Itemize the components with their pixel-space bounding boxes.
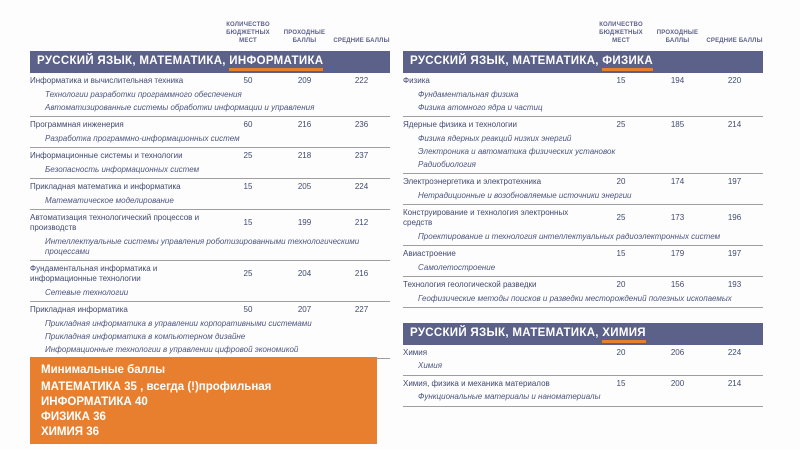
program-row bbox=[30, 149, 390, 163]
profile-name: Радиобиология bbox=[418, 159, 476, 169]
program-group bbox=[403, 117, 763, 174]
budget-places-value: 15 bbox=[616, 76, 626, 86]
section-header-prefix: РУССКИЙ ЯЗЫК, МАТЕМАТИКА, bbox=[37, 55, 230, 68]
program-name: Прикладная математика и информатика bbox=[30, 182, 181, 192]
profile-name: Физика ядерных реакций низких энергий bbox=[418, 133, 572, 143]
program-row bbox=[403, 377, 763, 391]
passing-score-value: 174 bbox=[670, 177, 685, 187]
profile-name: Геофизические методы поисков и разведки месторождений полезных ископаемых bbox=[418, 293, 732, 303]
program-name: Химия, физика и механика материалов bbox=[403, 378, 550, 388]
passing-score-value: 200 bbox=[670, 378, 685, 388]
program-group bbox=[403, 345, 763, 376]
budget-places-value: 25 bbox=[243, 151, 253, 161]
average-score-value: 216 bbox=[354, 269, 369, 279]
budget-places-value: 15 bbox=[243, 182, 253, 192]
profiles-list bbox=[403, 88, 763, 114]
program-group bbox=[403, 205, 763, 246]
budget-places-value: 25 bbox=[243, 269, 253, 279]
program-name: Информатика и вычислительная техника bbox=[30, 76, 184, 86]
passing-score-value: 206 bbox=[670, 347, 685, 357]
profiles-list bbox=[403, 391, 763, 404]
program-name: Физика bbox=[403, 76, 430, 86]
program-group bbox=[30, 117, 390, 148]
budget-places-value: 25 bbox=[616, 120, 626, 130]
profiles-list bbox=[403, 261, 763, 274]
program-row bbox=[403, 247, 763, 261]
program-name: Программная инженерия bbox=[30, 120, 124, 130]
column-header-average: СРЕДНИЕ БАЛЛЫ bbox=[706, 37, 763, 44]
passing-score-value: 173 bbox=[670, 213, 685, 223]
program-row bbox=[403, 278, 763, 292]
section-header-prefix: РУССКИЙ ЯЗЫК, МАТЕМАТИКА, bbox=[410, 55, 603, 68]
program-name: Химия bbox=[403, 347, 428, 357]
program-name: Автоматизация технологический процессов и производств bbox=[30, 213, 200, 233]
column-header-budget: КОЛИЧЕСТВО БЮДЖЕТНЫХ МЕСТ bbox=[599, 22, 643, 44]
program-row bbox=[403, 346, 763, 360]
program-row bbox=[403, 175, 763, 189]
passing-score-value: 218 bbox=[297, 151, 312, 161]
profile-name: Химия bbox=[418, 361, 442, 371]
program-row bbox=[403, 206, 763, 230]
average-score-value: 237 bbox=[354, 151, 369, 161]
budget-places-value: 15 bbox=[616, 249, 626, 259]
average-score-value: 214 bbox=[727, 378, 742, 388]
note-line: ХИМИЯ 36 bbox=[41, 425, 100, 438]
program-name: Ядерные физика и технологии bbox=[403, 120, 518, 130]
program-row bbox=[403, 74, 763, 88]
budget-places-value: 20 bbox=[616, 347, 626, 357]
profiles-list bbox=[30, 194, 390, 207]
section-header-bar bbox=[403, 51, 763, 73]
budget-places-value: 50 bbox=[243, 76, 253, 86]
profiles-list bbox=[403, 360, 763, 373]
program-group bbox=[403, 246, 763, 277]
note-line: ИНФОРМАТИКА 40 bbox=[41, 395, 148, 408]
average-score-value: 220 bbox=[727, 76, 742, 86]
profile-name: Информационные технологии в управлении цифровой экономикой bbox=[45, 344, 299, 354]
program-group bbox=[403, 277, 763, 308]
profiles-list bbox=[30, 163, 390, 176]
profile-name: Прикладная информатика в компьютерном дизайне bbox=[45, 331, 246, 341]
average-score-value: 227 bbox=[354, 305, 369, 315]
profiles-list bbox=[30, 235, 390, 258]
program-group bbox=[30, 210, 390, 261]
score-table bbox=[403, 323, 763, 407]
column-headers bbox=[403, 22, 763, 51]
column-header-passing: ПРОХОДНЫЕ БАЛЛЫ bbox=[656, 29, 699, 44]
section-header-highlighted-subject: ИНФОРМАТИКА bbox=[229, 55, 323, 71]
program-name: Авиастроение bbox=[403, 249, 456, 259]
profiles-list bbox=[30, 132, 390, 145]
passing-score-value: 156 bbox=[670, 280, 685, 290]
program-row bbox=[30, 74, 390, 88]
profile-name: Технологии разработки программного обеспечения bbox=[45, 89, 242, 99]
program-name: Прикладная информатика bbox=[30, 305, 128, 315]
passing-score-value: 209 bbox=[297, 76, 312, 86]
section-header-prefix: РУССКИЙ ЯЗЫК, МАТЕМАТИКА, bbox=[410, 327, 603, 340]
section-header-bar bbox=[30, 51, 390, 73]
program-name: Электроэнергетика и электротехника bbox=[403, 177, 542, 187]
program-name: Технология геологической разведки bbox=[403, 280, 537, 290]
passing-score-value: 194 bbox=[670, 76, 685, 86]
minimum-scores-note bbox=[30, 357, 377, 444]
program-name: Конструирование и технология электронных средств bbox=[403, 208, 569, 228]
note-line: МАТЕМАТИКА 35 , всегда (!)профильная bbox=[41, 381, 272, 393]
profile-name: Сетевые технологии bbox=[45, 287, 129, 297]
profile-name: Функциональные материалы и наноматериалы bbox=[418, 392, 601, 402]
budget-places-value: 20 bbox=[616, 177, 626, 187]
passing-score-value: 207 bbox=[297, 305, 312, 315]
budget-places-value: 20 bbox=[616, 280, 626, 290]
budget-places-value: 25 bbox=[616, 213, 626, 223]
section-header-highlighted-subject: ФИЗИКА bbox=[602, 55, 653, 71]
passing-score-value: 205 bbox=[297, 182, 312, 192]
program-group bbox=[30, 73, 390, 117]
profile-name: Интеллектуальные системы управления роботизированными технологическими процессами bbox=[45, 236, 360, 256]
program-row bbox=[30, 211, 390, 235]
profiles-list bbox=[30, 317, 390, 356]
profile-name: Безопасность информационных систем bbox=[45, 164, 200, 174]
section-header-bar bbox=[403, 323, 763, 345]
profile-name: Разработка программно-информационных систем bbox=[45, 133, 240, 143]
passing-score-value: 179 bbox=[670, 249, 685, 259]
program-row bbox=[30, 303, 390, 317]
profiles-list bbox=[403, 189, 763, 202]
profile-name: Автоматизированные системы обработки информации и управления bbox=[45, 102, 315, 112]
program-group bbox=[30, 179, 390, 210]
section-header-highlighted-subject: ХИМИЯ bbox=[602, 327, 646, 343]
program-row bbox=[30, 180, 390, 194]
passing-score-value: 216 bbox=[297, 120, 312, 130]
average-score-value: 212 bbox=[354, 218, 369, 228]
profile-name: Самолетостроение bbox=[418, 262, 496, 272]
program-group bbox=[403, 174, 763, 205]
score-table bbox=[30, 22, 390, 359]
passing-score-value: 199 bbox=[297, 218, 312, 228]
average-score-value: 193 bbox=[727, 280, 742, 290]
table-rows bbox=[403, 73, 763, 308]
average-score-value: 196 bbox=[727, 213, 742, 223]
note-lines bbox=[41, 380, 369, 440]
profile-name: Прикладная информатика в управлении корпоративными системами bbox=[45, 318, 312, 328]
program-name: Фундаментальная информатика и информационные технологии bbox=[30, 264, 158, 284]
profile-name: Фундаментальная физика bbox=[418, 89, 519, 99]
program-group bbox=[30, 261, 390, 302]
profile-name: Проектирование и технология интеллектуальных радиоэлектронных систем bbox=[418, 231, 721, 241]
average-score-value: 197 bbox=[727, 177, 742, 187]
budget-places-value: 15 bbox=[616, 378, 626, 388]
table-rows bbox=[403, 345, 763, 407]
program-group bbox=[30, 302, 390, 359]
profile-name: Электроника и автоматика физических установок bbox=[418, 146, 616, 156]
budget-places-value: 50 bbox=[243, 305, 253, 315]
column-header-passing: ПРОХОДНЫЕ БАЛЛЫ bbox=[283, 29, 326, 44]
column-header-average: СРЕДНИЕ БАЛЛЫ bbox=[333, 37, 390, 44]
budget-places-value: 15 bbox=[243, 218, 253, 228]
column-headers bbox=[30, 22, 390, 51]
program-row bbox=[30, 262, 390, 286]
profile-name: Математическое моделирование bbox=[45, 195, 174, 205]
program-row bbox=[403, 118, 763, 132]
column-header-budget: КОЛИЧЕСТВО БЮДЖЕТНЫХ МЕСТ bbox=[226, 22, 270, 44]
left-column bbox=[30, 22, 390, 374]
right-column bbox=[403, 22, 763, 422]
profile-name: Физика атомного ядра и частиц bbox=[418, 102, 543, 112]
profiles-list bbox=[403, 132, 763, 171]
profiles-list bbox=[403, 292, 763, 305]
program-name: Информационные системы и технологии bbox=[30, 151, 183, 161]
table-rows bbox=[30, 73, 390, 359]
profiles-list bbox=[403, 230, 763, 243]
note-title: Минимальные баллы bbox=[41, 364, 166, 376]
passing-score-value: 204 bbox=[297, 269, 312, 279]
average-score-value: 214 bbox=[727, 120, 742, 130]
passing-score-value: 185 bbox=[670, 120, 685, 130]
program-group bbox=[30, 148, 390, 179]
program-group bbox=[403, 376, 763, 407]
profile-name: Нетрадиционные и возобновляемые источники энергии bbox=[418, 190, 632, 200]
average-score-value: 236 bbox=[354, 120, 369, 130]
average-score-value: 222 bbox=[354, 76, 369, 86]
average-score-value: 224 bbox=[354, 182, 369, 192]
program-group bbox=[403, 73, 763, 117]
score-table bbox=[403, 22, 763, 308]
profiles-list bbox=[30, 286, 390, 299]
program-row bbox=[30, 118, 390, 132]
budget-places-value: 60 bbox=[243, 120, 253, 130]
profiles-list bbox=[30, 88, 390, 114]
average-score-value: 197 bbox=[727, 249, 742, 259]
note-line: ФИЗИКА 36 bbox=[41, 410, 106, 423]
average-score-value: 224 bbox=[727, 347, 742, 357]
